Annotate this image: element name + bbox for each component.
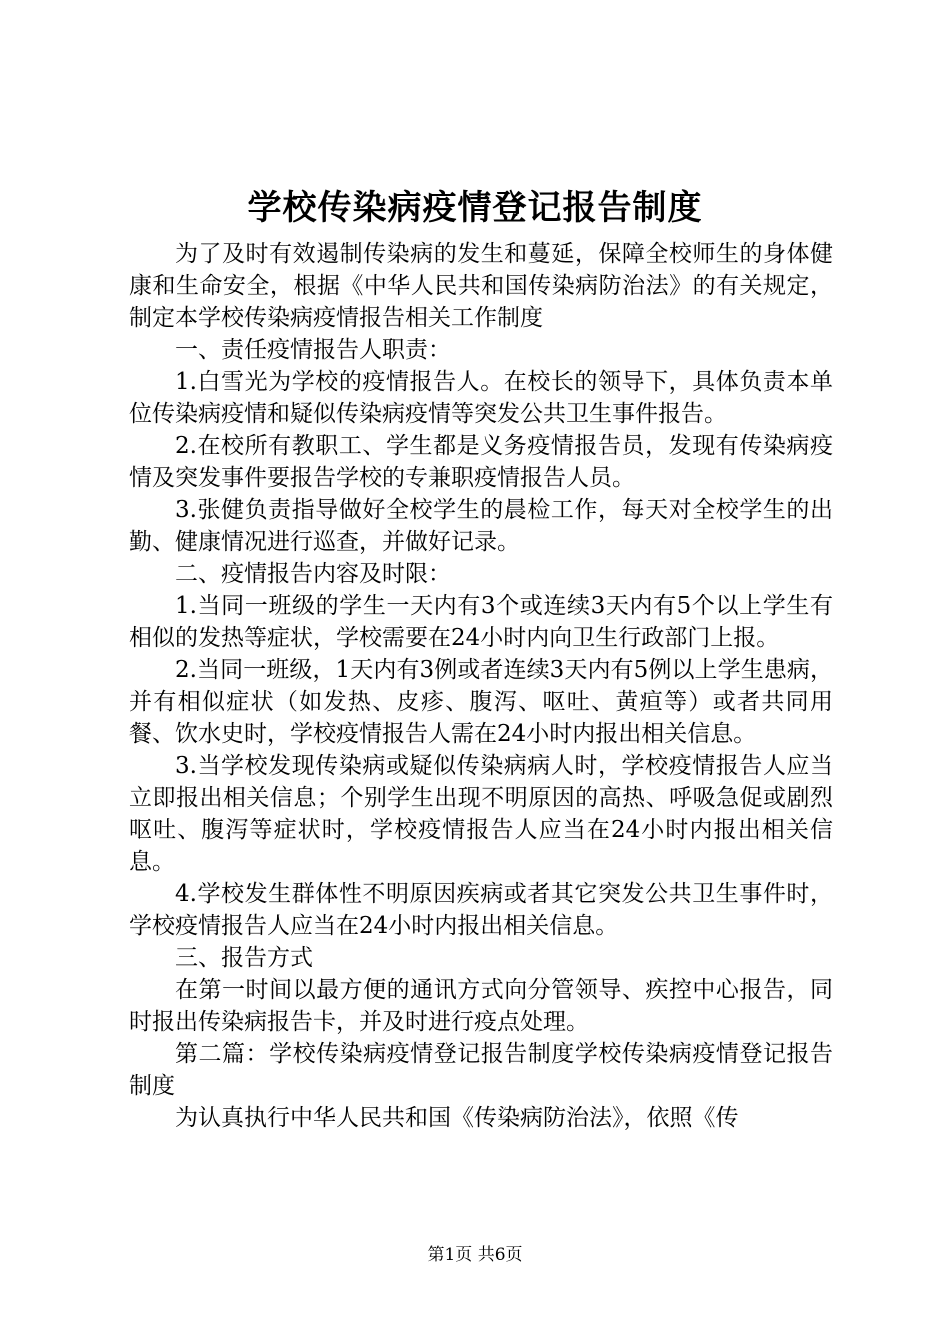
paragraph-2-3: 3.当学校发现传染病或疑似传染病病人时，学校疫情报告人应当立即报出相关信息；个别学生出现不明原因的高热、呼吸急促或剧烈呕吐、腹泻等症状时，学校疫情报告人应当在24小时内报出相关信息。 [129, 753, 833, 875]
section-heading-1: 一、责任疫情报告人职责： [175, 337, 451, 363]
paragraph-1-3: 3.张健负责指导做好全校学生的晨检工作，每天对全校学生的出勤、健康情况进行巡查，并做好记录。 [129, 497, 833, 555]
paragraph-2-2: 2.当同一班级，1天内有3例或者连续3天内有5例以上学生患病，并有相似症状（如发热、皮疹、腹泻、呕吐、黄疸等）或者共同用餐、饮水史时，学校疫情报告人需在24小时内报出相关信息。 [129, 657, 833, 747]
section-heading-3: 三、报告方式 [175, 945, 313, 971]
paragraph-part-two-intro: 为认真执行中华人民共和国《传染病防治法》，依照《传 [175, 1105, 739, 1131]
section-heading-2: 二、疫情报告内容及时限： [175, 561, 451, 587]
document-title: 学校传染病疫情登记报告制度 [247, 188, 703, 228]
paragraph-2-4: 4.学校发生群体性不明原因疾病或者其它突发公共卫生事件时，学校疫情报告人应当在24小时内报出相关信息。 [129, 881, 833, 939]
paragraph-3-1: 在第一时间以最方便的通讯方式向分管领导、疾控中心报告，同时报出传染病报告卡，并及时进行疫点处理。 [129, 977, 833, 1035]
document-body [129, 238, 833, 1134]
paragraph-intro: 为了及时有效遏制传染病的发生和蔓延，保障全校师生的身体健康和生命安全，根据《中华人民共和国传染病防治法》的有关规定，制定本学校传染病疫情报告相关工作制度 [129, 241, 833, 331]
page-footer: 第1页 共6页 [427, 1245, 523, 1265]
paragraph-1-1: 1.白雪光为学校的疫情报告人。在校长的领导下，具体负责本单位传染病疫情和疑似传染病疫情等突发公共卫生事件报告。 [129, 369, 833, 427]
paragraph-part-two-heading: 第二篇：学校传染病疫情登记报告制度学校传染病疫情登记报告制度 [129, 1041, 833, 1099]
paragraph-2-1: 1.当同一班级的学生一天内有3个或连续3天内有5个以上学生有相似的发热等症状，学校需要在24小时内向卫生行政部门上报。 [129, 593, 833, 651]
paragraph-1-2: 2.在校所有教职工、学生都是义务疫情报告员，发现有传染病疫情及突发事件要报告学校的专兼职疫情报告人员。 [129, 433, 833, 491]
